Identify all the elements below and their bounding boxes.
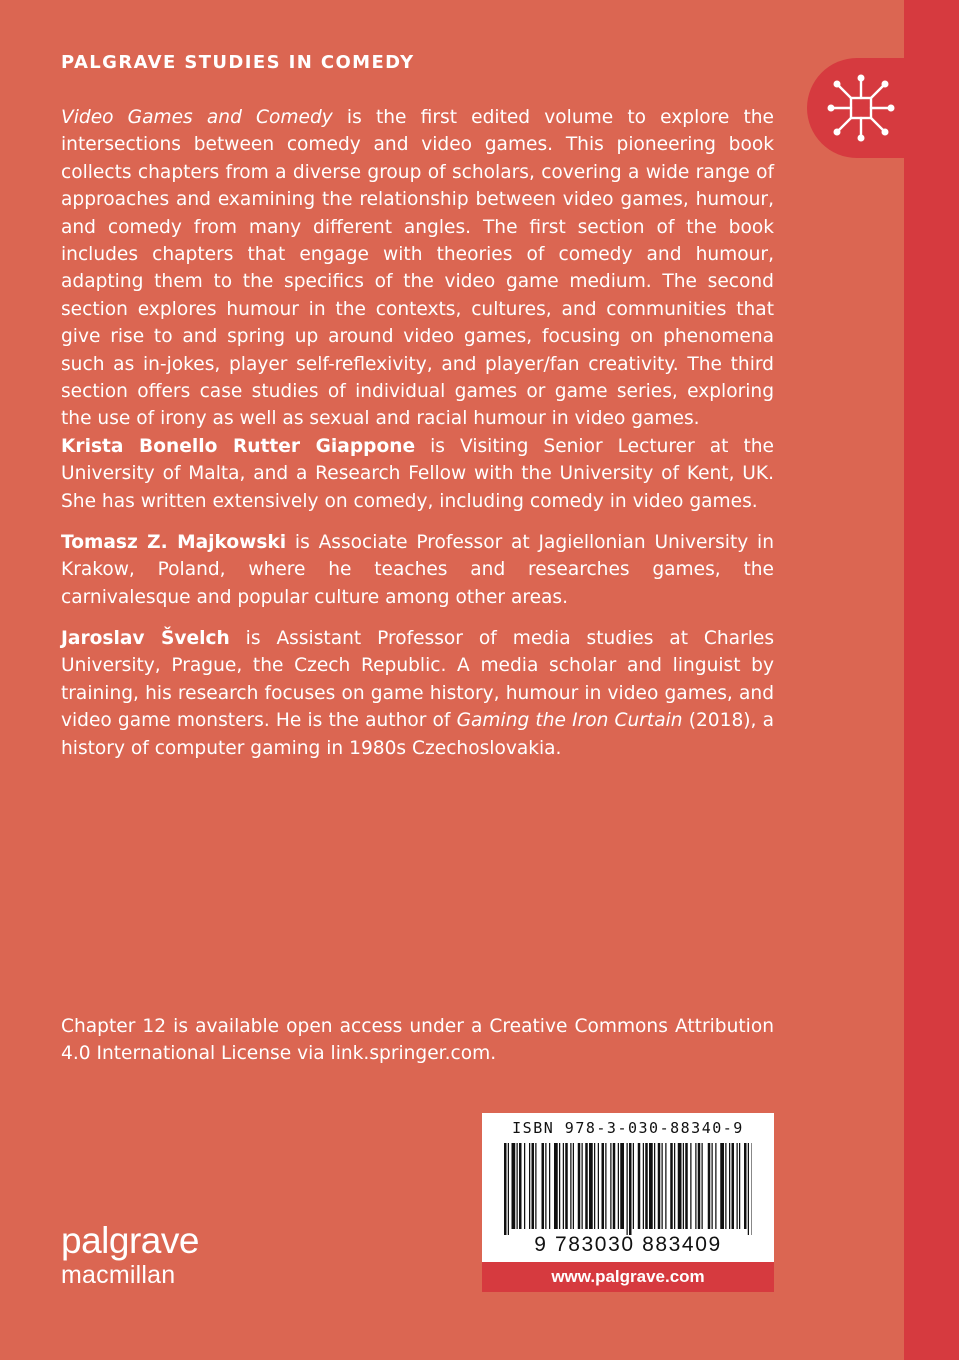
barcode-bar [643,1143,644,1229]
series-logo-tab [807,58,927,158]
barcode-bar [585,1143,588,1229]
barcode-bar [732,1143,735,1229]
barcode-bar [545,1143,546,1229]
barcode-bar [690,1143,691,1229]
barcode-bar [715,1143,716,1229]
barcode-bar [752,1143,753,1235]
network-node-icon [825,72,897,144]
author-bio [61,625,774,762]
author-name: Krista Bonello Rutter Giappone [61,436,416,457]
barcode-bar [633,1143,634,1229]
barcode-bar [589,1143,593,1229]
barcode-bar [598,1143,599,1229]
barcode-bar [654,1143,655,1229]
barcode-bar [678,1143,682,1229]
spine-strip [904,0,959,1360]
isbn-digits: 9 783030 883409 [534,1233,722,1256]
author-name: Jaroslav Švelch [61,628,230,649]
author-bio-text: is Associate Professor at Jagiellonian University in Krakow, Poland, where he teaches and researches games, the carnivalesque and popular culture among other areas. [61,532,774,608]
barcode-bar [712,1143,713,1229]
barcode-bar [670,1143,673,1229]
barcode-bar [563,1143,564,1229]
author-bio [61,529,774,611]
barcode-bar [504,1143,507,1235]
barcode-bar [645,1143,648,1229]
series-title: PALGRAVE STUDIES IN COMEDY [61,52,415,73]
barcode-bar [559,1143,560,1229]
barcode-bar [638,1143,641,1229]
barcode-bar [610,1143,611,1229]
barcode-bar [695,1143,696,1229]
publisher-name-line2: macmillan [61,1261,176,1289]
publisher-name-line1: palgrave [61,1220,199,1261]
description-text: is the first edited volume to explore the intersections between comedy and video games. This pioneering book collects chapters from a diverse group of scholars, covering a wide range of approaches and examining the relationship between video games, humour, and comedy from many different angles. The first section of the book includes chapters that engage with theories of comedy and humour, adapting them to the specifics of the video game medium. The second section explores humour in the contexts, cultures, and communities that give rise to and spring up around video games, focusing on phenomena such as in-jokes, player self-reflexivity, and player/fan creativity. The third section offers case studies of individual games or game series, exploring the use of irony as well as sexual and racial humour in video games. [61,107,774,430]
barcode-bar [737,1143,738,1229]
barcode-bar [658,1143,661,1229]
barcode-bar [517,1143,518,1229]
website-link[interactable]: www.palgrave.com [482,1262,774,1292]
barcode-bar [578,1143,581,1229]
open-access-note: Chapter 12 is available open access under a Creative Commons Attribution 4.0 International License via link.springer.com. [61,1016,774,1065]
barcode-bar [529,1143,530,1229]
barcode-bar [582,1143,583,1229]
barcode-bar [524,1143,525,1229]
barcode-bar [729,1143,730,1229]
barcode-bars [504,1143,752,1235]
author-bio-text: (2018), a history of computer gaming in 1980s Czechoslovakia. [61,710,774,759]
barcode-bar [685,1143,688,1229]
barcode-bar [605,1143,606,1229]
author-name: Tomasz Z. Majkowski [61,532,287,553]
barcode-bar [662,1143,663,1229]
barcode-bar [725,1143,726,1229]
author-bio-text: is Visiting Senior Lecturer at the University of Malta, and a Research Fellow with the University of Kent, UK. She has written extensively on comedy, including comedy in video games. [61,436,774,512]
barcode-bar [565,1143,568,1229]
barcode-bar [602,1143,605,1229]
barcode-bar [748,1143,749,1235]
barcode-bar [702,1143,703,1229]
author-bio [61,433,774,515]
book-description [61,104,774,433]
barcode-bar [739,1143,740,1229]
barcode-bar [573,1143,574,1229]
barcode-bar [744,1143,747,1229]
isbn-barcode [482,1113,774,1262]
barcode-bar [554,1143,558,1229]
barcode-bar [698,1143,701,1229]
barcode-bar [618,1143,619,1229]
cited-book-title: Gaming the Iron Curtain [456,710,683,732]
barcode-bar [570,1143,571,1229]
barcode-bar [594,1143,595,1229]
barcode-bar [674,1143,675,1229]
barcode-bar [519,1143,522,1229]
book-title: Video Games and Comedy [61,107,333,128]
author-bio-text: is Assistant Professor of media studies at Charles University, Prague, the Czech Republic. A media scholar and linguist by training, his research focuses on game history, humour in video games, and video game monsters. He is the author of [61,628,775,732]
barcode-bar [708,1143,711,1229]
barcode-bar [649,1143,653,1229]
isbn-label: ISBN 978-3-030-88340-9 [512,1119,744,1137]
barcode-bar [613,1143,616,1229]
barcode-bar [542,1143,545,1229]
barcode-bar [508,1143,509,1235]
barcode-bar [720,1143,724,1229]
barcode-bar [620,1143,624,1229]
barcode-bar [549,1143,550,1229]
barcode-bar [683,1143,684,1229]
barcode-bar [532,1143,535,1229]
publisher-logo [61,1222,199,1288]
barcode-bar [535,1143,536,1229]
barcode-bar [629,1143,632,1235]
barcode-bar [665,1143,666,1229]
barcode-bar [512,1143,516,1229]
barcode-bar [627,1143,628,1235]
